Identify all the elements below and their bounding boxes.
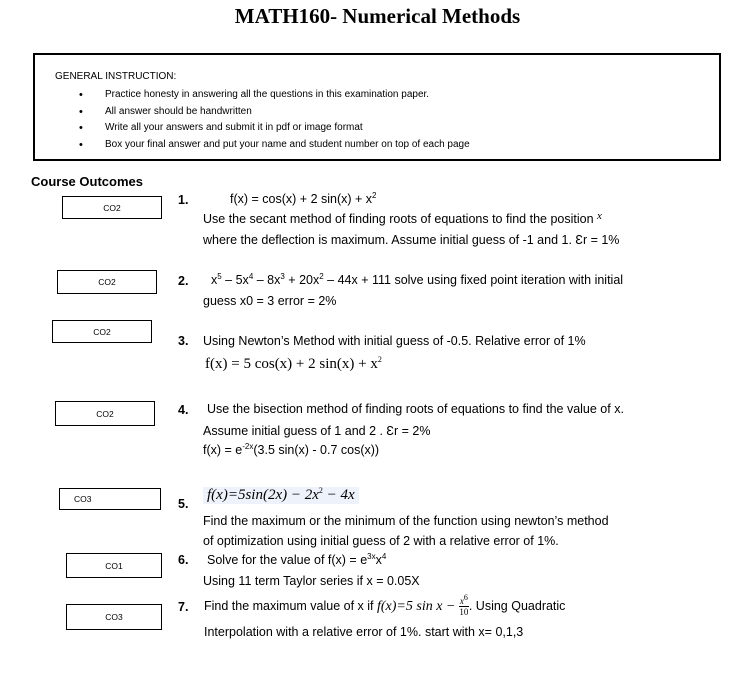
q5-text-line2: of optimization using initial guess of 2 with a relative error of 1%. (203, 534, 559, 548)
instruction-item: • Practice honesty in answering all the questions in this examination paper. (79, 87, 470, 104)
q7-fraction: $\frac{x^6}{10}$ (459, 593, 469, 618)
course-outcome-box-q3: CO2 (52, 320, 152, 343)
q3-text-line1: Using Newton’s Method with initial guess of -0.5. Relative error of 1% (203, 334, 586, 348)
q2-text-line1: $x^5 - 5x^4 - 8x^3 + 20x^2 - 44x + 111$ solve using fixed point iteration with initial (211, 271, 624, 287)
question-number: 5. (178, 497, 189, 511)
q6-text-line1: Solve for the value of $f(x) = e^{3x}x^4$ (207, 551, 387, 567)
q3-formula: f(x) = 5 cos(x) + 2 $\sin(x) + x^2$ (205, 355, 382, 372)
instruction-item: • All answer should be handwritten (79, 104, 470, 121)
q4-text-line1: Use the bisection method of finding roots of equations to find the value of x. (207, 402, 624, 416)
q2-text-line2: guess x0 = 3 error = 2% (203, 294, 337, 308)
q1-text-line2: where the deflection is maximum. Assume initial guess of -1 and 1. Ɛr = 1% (203, 233, 620, 247)
course-outcome-box-q4: CO2 (55, 401, 155, 426)
course-outcome-box-q2: CO2 (57, 270, 157, 294)
q5-text-line1: Find the maximum or the minimum of the function using newton’s method (203, 514, 609, 528)
question-number: 6. (178, 553, 189, 567)
q4-formula: $f(x) = e^{-2x}(3.5$ sin(x) - 0.7 cos(x)) (203, 441, 380, 457)
question-number: 2. (178, 274, 189, 288)
q5-formula: $f(x)=5\sin(2x) - 2x^2 - 4x$ (203, 487, 359, 504)
question-number: 7. (178, 600, 189, 614)
q6-text-line2: Using 11 term Taylor series if x = 0.05X (203, 574, 420, 588)
q7-text-line1: Find the maximum value of x if f(x)=5 sin x − $\frac{x^6}{10}$ . Using Quadratic (204, 593, 566, 618)
instruction-list (79, 87, 470, 153)
course-outcome-box-q5: CO3 (59, 488, 161, 510)
course-outcome-box-q6: CO1 (66, 553, 162, 578)
document-title: MATH160- Numerical Methods (234, 4, 521, 28)
q1-text-line1: Use the secant method of finding roots of equations to find the position x (203, 210, 602, 226)
general-instruction-box (33, 53, 721, 161)
q7-text-line2: Interpolation with a relative error of 1%. start with x= 0,1,3 (204, 625, 524, 639)
question-number: 3. (178, 334, 189, 348)
q4-text-line2: Assume initial guess of 1 and 2 . Ɛr = 2% (203, 424, 431, 438)
course-outcome-box-q1: CO2 (62, 196, 162, 219)
question-number: 4. (178, 403, 189, 417)
q1-formula: f(x) = cos(x) + 2 $\sin(x) + x^2$ (230, 190, 377, 206)
question-number: 1. (178, 193, 189, 207)
instruction-item: • Box your final answer and put your name and student number on top of each page (79, 137, 470, 154)
instruction-heading: GENERAL INSTRUCTION: (55, 71, 177, 82)
course-outcomes-heading: Course Outcomes (31, 174, 143, 189)
instruction-item: • Write all your answers and submit it in pdf or image format (79, 120, 470, 137)
course-outcome-box-q7: CO3 (66, 604, 162, 630)
